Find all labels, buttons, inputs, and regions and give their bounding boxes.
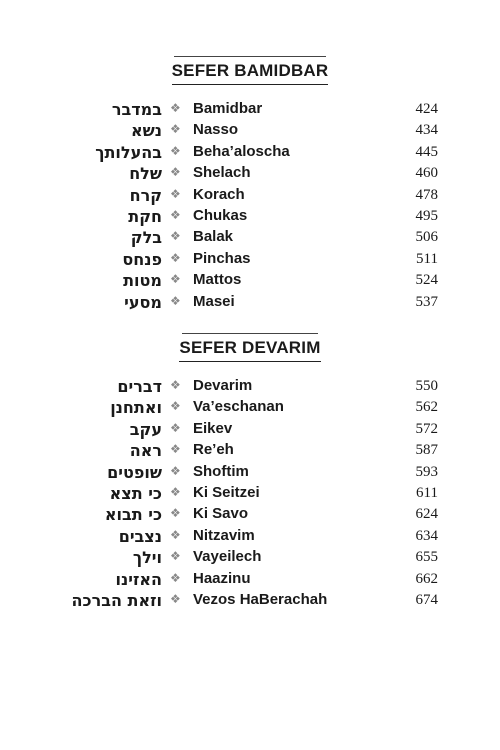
hebrew-parsha-name: חקת [128, 207, 162, 226]
hebrew-parsha-name: האזינו [115, 569, 162, 589]
section-title: SEFER BAMIDBAR [172, 61, 329, 85]
english-parsha-name: Eikev [193, 419, 233, 437]
page-number: 434 [415, 122, 438, 139]
toc-entry[interactable] [0, 250, 500, 271]
page-number: 537 [415, 293, 438, 310]
hebrew-parsha-name: שופטים [107, 462, 162, 482]
toc-entry[interactable] [0, 164, 500, 185]
diamond-ornament-icon: ❖ [170, 442, 181, 457]
english-parsha-name: Mattos [193, 271, 242, 289]
diamond-ornament-icon: ❖ [170, 527, 181, 542]
toc-entry[interactable] [0, 207, 500, 228]
page-number: 674 [415, 592, 438, 608]
diamond-ornament-icon: ❖ [170, 399, 181, 414]
english-parsha-name: Devarim [193, 377, 253, 394]
hebrew-parsha-name: במדבר [111, 100, 162, 119]
section-header-bamidbar [0, 56, 500, 85]
hebrew-parsha-name: נצבים [118, 526, 162, 546]
english-parsha-name: Korach [193, 185, 245, 203]
hebrew-parsha-name: כי תצא [109, 484, 162, 503]
diamond-ornament-icon: ❖ [170, 208, 181, 222]
english-parsha-name: Shelach [193, 164, 251, 182]
hebrew-parsha-name: וזאת הברכה [71, 591, 162, 610]
english-parsha-name: Nasso [193, 121, 239, 139]
toc-entry[interactable] [0, 463, 500, 484]
english-parsha-name: Beha’aloscha [193, 142, 290, 160]
toc-entry[interactable] [0, 228, 500, 249]
diamond-ornament-icon: ❖ [170, 101, 181, 115]
diamond-ornament-icon: ❖ [170, 485, 181, 499]
english-parsha-name: Nitzavim [193, 526, 255, 544]
english-parsha-name: Shoftim [193, 462, 249, 480]
english-parsha-name: Va’eschanan [193, 398, 284, 416]
hebrew-parsha-name: קרח [129, 185, 162, 205]
page-number: 572 [415, 420, 438, 437]
hebrew-parsha-name: ואתחנן [110, 398, 162, 418]
page-number: 593 [415, 463, 438, 480]
toc-entry[interactable] [0, 441, 500, 462]
toc-entry[interactable] [0, 570, 500, 591]
english-parsha-name: Re’eh [193, 441, 234, 459]
diamond-ornament-icon: ❖ [170, 186, 181, 201]
hebrew-parsha-name: מטות [123, 271, 162, 291]
section-title: SEFER DEVARIM [179, 338, 320, 362]
toc-entry[interactable] [0, 186, 500, 207]
hebrew-parsha-name: שלח [129, 164, 162, 184]
english-parsha-name: Vezos HaBerachah [193, 591, 328, 608]
page-number: 587 [415, 442, 438, 459]
diamond-ornament-icon: ❖ [170, 229, 181, 244]
english-parsha-name: Masei [193, 292, 235, 310]
diamond-ornament-icon: ❖ [170, 143, 181, 158]
toc-entry[interactable] [0, 591, 500, 612]
english-parsha-name: Ki Seitzei [193, 484, 260, 501]
page-number: 506 [415, 229, 438, 246]
page-number: 624 [415, 506, 438, 523]
english-parsha-name: Bamidbar [193, 100, 263, 117]
english-parsha-name: Ki Savo [193, 505, 249, 523]
toc-entry[interactable] [0, 271, 500, 292]
page-number: 511 [416, 250, 438, 267]
page-number: 550 [415, 378, 438, 394]
diamond-ornament-icon: ❖ [170, 570, 181, 585]
page-number: 445 [415, 143, 438, 160]
diamond-ornament-icon: ❖ [170, 250, 181, 265]
header-top-rule [182, 333, 318, 334]
header-top-rule [174, 56, 326, 57]
page-number: 478 [415, 186, 438, 203]
page-number: 611 [416, 485, 438, 501]
toc-entry[interactable] [0, 548, 500, 569]
diamond-ornament-icon: ❖ [170, 506, 181, 521]
toc-entry[interactable] [0, 100, 500, 121]
toc-entry[interactable] [0, 505, 500, 526]
toc-entry[interactable] [0, 377, 500, 398]
toc-entry[interactable] [0, 420, 500, 441]
page-number: 562 [415, 399, 438, 416]
hebrew-parsha-name: כי תבוא [104, 505, 162, 525]
page-number: 634 [415, 527, 438, 544]
toc-entry[interactable] [0, 293, 500, 314]
page-number: 424 [415, 101, 438, 117]
english-parsha-name: Haazinu [193, 569, 251, 587]
diamond-ornament-icon: ❖ [170, 165, 181, 180]
page-number: 662 [415, 570, 438, 587]
toc-entry[interactable] [0, 121, 500, 142]
toc-entry[interactable] [0, 527, 500, 548]
toc-entry[interactable] [0, 143, 500, 164]
english-parsha-name: Pinchas [193, 249, 251, 267]
hebrew-parsha-name: פנחס [122, 249, 162, 269]
diamond-ornament-icon: ❖ [170, 378, 181, 392]
toc-entry[interactable] [0, 484, 500, 505]
hebrew-parsha-name: ראה [129, 441, 162, 461]
diamond-ornament-icon: ❖ [170, 549, 181, 564]
section-header-devarim [0, 333, 500, 362]
english-parsha-name: Balak [193, 228, 234, 246]
english-parsha-name: Chukas [193, 207, 248, 224]
hebrew-parsha-name: נשא [130, 121, 162, 141]
diamond-ornament-icon: ❖ [170, 420, 181, 435]
hebrew-parsha-name: מסעי [124, 292, 162, 312]
page-number: 495 [415, 208, 438, 224]
hebrew-parsha-name: בהעלותך [95, 142, 162, 162]
diamond-ornament-icon: ❖ [170, 463, 181, 478]
diamond-ornament-icon: ❖ [170, 592, 181, 606]
toc-entry[interactable] [0, 398, 500, 419]
diamond-ornament-icon: ❖ [170, 272, 181, 287]
diamond-ornament-icon: ❖ [170, 293, 181, 308]
hebrew-parsha-name: דברים [117, 377, 162, 396]
page-number: 524 [415, 272, 438, 289]
page-number: 460 [415, 165, 438, 182]
diamond-ornament-icon: ❖ [170, 122, 181, 137]
english-parsha-name: Vayeilech [193, 548, 262, 566]
hebrew-parsha-name: בלק [130, 228, 162, 248]
hebrew-parsha-name: וילך [132, 548, 162, 568]
hebrew-parsha-name: עקב [129, 419, 162, 439]
page-number: 655 [415, 549, 438, 566]
